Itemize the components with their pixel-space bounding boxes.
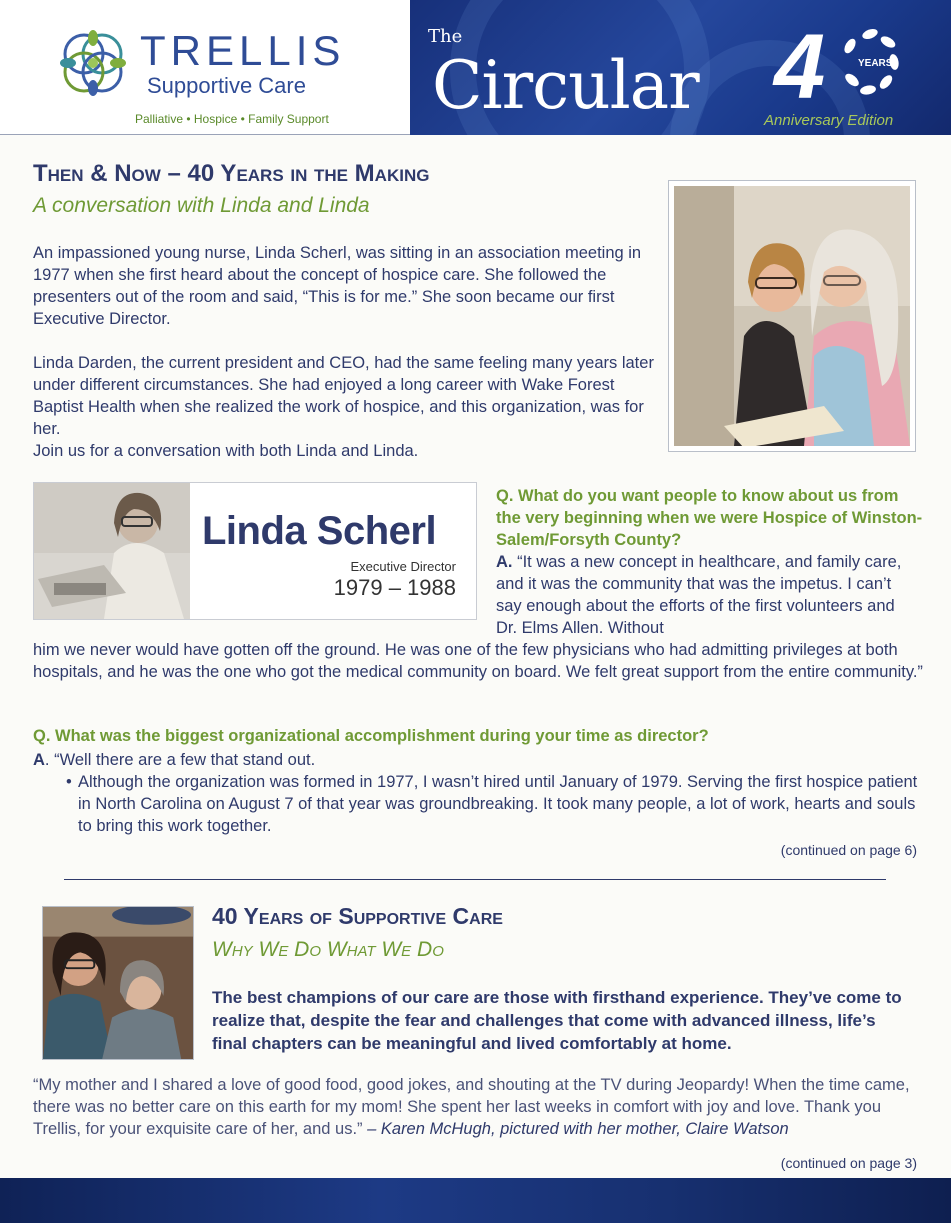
- answer-1-text: “It was a new concept in healthcare, and family care, and it was the community that was the impetus. I can’t say enough about the efforts of the first volunteers and Dr. Elms Allen. Without: [496, 553, 902, 637]
- article1-title: Then & Now – 40 Years in the Making: [33, 160, 430, 187]
- article2-title: 40 Years of Supportive Care: [212, 903, 503, 929]
- logo-subtitle: Supportive Care: [147, 73, 306, 98]
- article1-paragraph: An impassioned young nurse, Linda Scherl, was sitting in an association meeting in 1977 when she first heard about the concept of hospice care. She followed the presenters out of the room and said, “This is for me.” She soon became our first Executive Director.: [33, 244, 642, 328]
- scherl-role: Executive Director: [350, 559, 456, 574]
- linda-scherl-card: [33, 482, 477, 620]
- answer-2-prefix: A: [33, 751, 45, 769]
- section-divider: [64, 879, 886, 880]
- answer-1-continued: him we never would have gotten off the ground. He was one of the few physicians who had admitting privileges at both hospitals, and he was the one who got the medical community on board. We felt great support from the entire community.”: [33, 641, 923, 681]
- article2-subtitle: Why We Do What We Do: [212, 938, 444, 961]
- logo-name: TRELLIS: [140, 27, 346, 74]
- newsletter-the-label: The: [428, 26, 463, 47]
- photo-illustration: [43, 907, 193, 1059]
- linda-scherl-photo: [34, 483, 190, 619]
- continued-note: (continued on page 3): [780, 1155, 917, 1171]
- question-1: Q. What do you want people to know about us from the very beginning when we were Hospice of Winston-Salem/Forsyth County?: [496, 487, 923, 549]
- article2-lead: The best champions of our care are those with firsthand experience. They’ve come to realize that, despite the fear and challenges that come with advanced illness, life’s final chapters can be meaningful and lived comfortably at home.: [212, 988, 902, 1053]
- scherl-name: Linda Scherl: [202, 509, 437, 553]
- continued-note: (continued on page 6): [780, 842, 917, 858]
- footer-bar: [0, 1178, 951, 1223]
- quote-text: “My mother and I shared a love of good food, good jokes, and shouting at the TV during Jeopardy! When the time came, there was no better care on this earth for my mom! She spent her last weeks in comfort with joy and love. Thank you Trellis, for your exquisite care of her, and us.”: [33, 1076, 910, 1138]
- forty-digit: 4: [774, 16, 826, 112]
- article1-paragraph: Join us for a conversation with both Linda and Linda.: [33, 442, 419, 460]
- article1-paragraph: Linda Darden, the current president and CEO, had the same feeling many years later under different circumstances. She had enjoyed a long career with Wake Forest Baptist Health when she realized the work of hospice, and this organization, was for her.: [33, 354, 654, 438]
- answer-2: [33, 749, 315, 771]
- article1-subtitle: A conversation with Linda and Linda: [33, 194, 370, 217]
- mother-daughter-photo: [42, 906, 194, 1060]
- anniversary-edition-label: Anniversary Edition: [764, 112, 894, 129]
- forty-years-emblem: [770, 12, 910, 112]
- quote-attribution: – Karen McHugh, pictured with her mother, Claire Watson: [367, 1120, 789, 1138]
- logo-tagline: Palliative • Hospice • Family Support: [135, 112, 329, 126]
- answer-2-text: . “Well there are a few that stand out.: [44, 751, 316, 769]
- linda-and-linda-photo: [668, 180, 916, 452]
- scherl-years: 1979 – 1988: [333, 575, 456, 600]
- years-label: YEARS: [858, 58, 893, 69]
- testimonial-quote: [33, 1074, 923, 1140]
- bullet-text: Although the organization was formed in 1977, I wasn’t hired until January of 1979. Serving the first hospice patient in North Carolina on August 7 of that year was groundbreaking. It took many people, a lot of work, hearts and souls to bring this work together.: [78, 773, 918, 835]
- question-2: Q. What was the biggest organizational accomplishment during your time as director?: [33, 727, 709, 745]
- bullet-dot-icon: •: [66, 773, 72, 791]
- masthead-banner: [410, 0, 951, 135]
- trellis-logo-icon: [56, 26, 130, 100]
- answer-1: [496, 551, 920, 639]
- masthead-logo-area: [0, 0, 410, 135]
- bullet-item: [66, 771, 926, 837]
- photo-illustration: [674, 186, 910, 446]
- answer-1-prefix: A.: [496, 553, 513, 571]
- newsletter-title: Circular: [432, 47, 699, 124]
